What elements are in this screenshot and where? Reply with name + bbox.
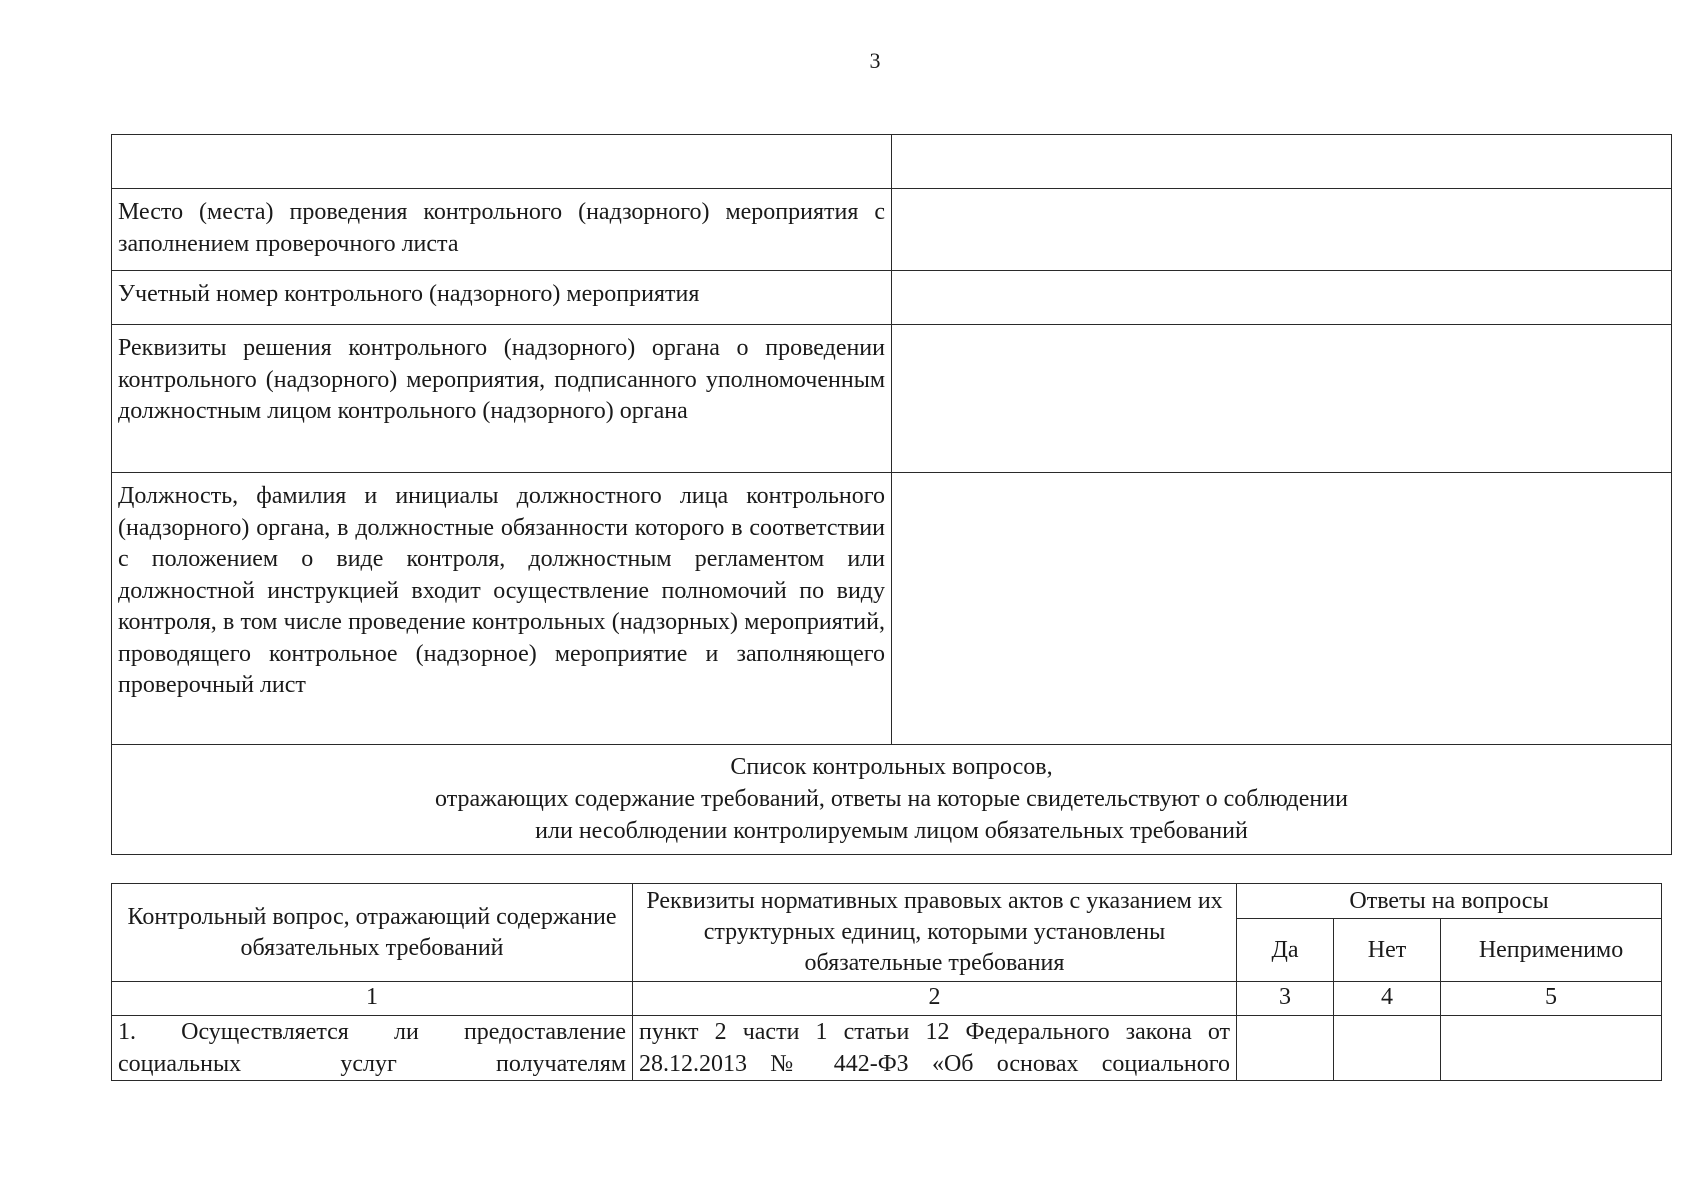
question-header: Контрольный вопрос, отражающий содержание обязательных требований	[112, 884, 633, 982]
section-title-line-2: отражающих содержание требований, ответы на которые свидетельствуют о соблюдении	[435, 786, 1348, 812]
checklist-row	[112, 1016, 1662, 1081]
info-value-blank[interactable]	[892, 135, 1672, 189]
info-row-official	[112, 473, 1672, 745]
answer-no-cell[interactable]	[1334, 1016, 1441, 1081]
info-value-place[interactable]	[892, 189, 1672, 271]
info-label-account-number: Учетный номер контрольного (надзорного) мероприятия	[112, 271, 892, 325]
info-table	[111, 134, 1672, 855]
page-number: 3	[869, 48, 881, 73]
column-number: 4	[1334, 982, 1441, 1016]
info-value-account-number[interactable]	[892, 271, 1672, 325]
info-row-account-number	[112, 271, 1672, 325]
column-number: 1	[112, 982, 633, 1016]
checklist-header-row-1	[112, 884, 1662, 919]
answer-na-cell[interactable]	[1441, 1016, 1662, 1081]
info-label-place: Место (места) проведения контрольного (надзорного) мероприятия с заполнением проверочного листа	[112, 189, 892, 271]
section-title-line-3: или несоблюдении контролируемым лицом обязательных требований	[535, 818, 1248, 844]
info-label-official: Должность, фамилия и инициалы должностного лица контрольного (надзорного) органа, в должностные обязанности которого в соответствии с положением о виде контроля, должностным регламентом или должностной инструкцией входит осуществление полномочий по виду контроля, в том числе проведение контрольных (надзорных) мероприятий, проводящего контрольное (надзорное) мероприятие и заполняющего проверочный лист	[112, 473, 892, 745]
info-value-official[interactable]	[892, 473, 1672, 745]
column-number: 2	[633, 982, 1237, 1016]
section-title-line-1: Список контрольных вопросов,	[730, 754, 1053, 780]
column-number-row	[112, 982, 1662, 1016]
checklist-table	[111, 883, 1662, 1081]
info-label-blank	[112, 135, 892, 189]
yes-header: Да	[1237, 919, 1334, 982]
checklist-question: 1. Осуществляется ли предоставление социальных услуг получателям	[112, 1016, 633, 1081]
info-row-decision-requisites	[112, 325, 1672, 473]
section-title	[112, 745, 1672, 855]
info-value-decision-requisites[interactable]	[892, 325, 1672, 473]
answers-header: Ответы на вопросы	[1237, 884, 1662, 919]
no-header: Нет	[1334, 919, 1441, 982]
info-label-decision-requisites: Реквизиты решения контрольного (надзорного) органа о проведении контрольного (надзорного) мероприятия, подписанного уполномоченным должностным лицом контрольного (надзорного) органа	[112, 325, 892, 473]
section-title-row	[112, 745, 1672, 855]
answer-yes-cell[interactable]	[1237, 1016, 1334, 1081]
na-header: Неприменимо	[1441, 919, 1662, 982]
requisites-header: Реквизиты нормативных правовых актов с указанием их структурных единиц, которыми установлены обязательные требования	[633, 884, 1237, 982]
column-number: 3	[1237, 982, 1334, 1016]
info-row-blank	[112, 135, 1672, 189]
column-number: 5	[1441, 982, 1662, 1016]
checklist-requisites: пункт 2 части 1 статьи 12 Федерального закона от 28.12.2013 № 442-ФЗ «Об основах социального	[633, 1016, 1237, 1081]
info-row-place	[112, 189, 1672, 271]
